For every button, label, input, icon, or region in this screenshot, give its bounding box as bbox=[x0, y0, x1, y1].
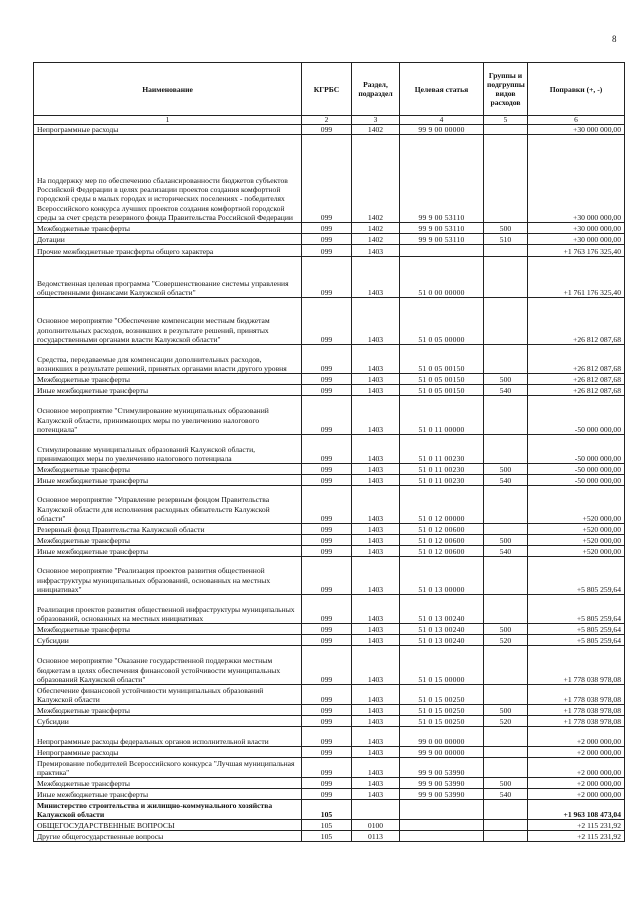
cell-section: 1403 bbox=[352, 524, 400, 535]
cell-kgrbs: 099 bbox=[302, 747, 352, 758]
cell-name: Основное мероприятие "Реализация проектов развития общественной инфраструктуры муниципальных образований, основанных на местных инициативах" bbox=[34, 557, 302, 595]
cell-group bbox=[484, 646, 528, 685]
cell-amount: +1 778 038 978,08 bbox=[528, 646, 625, 685]
cell-section: 1403 bbox=[352, 716, 400, 727]
cell-group: 500 bbox=[484, 535, 528, 546]
table-row bbox=[34, 747, 625, 758]
cell-section: 1403 bbox=[352, 396, 400, 435]
cell-amount: +1 763 176 325,40 bbox=[528, 245, 625, 257]
column-number: 3 bbox=[352, 116, 400, 125]
cell-target: 51 0 13 00000 bbox=[400, 557, 484, 595]
header-amount: Поправки (+, -) bbox=[528, 63, 625, 116]
cell-target: 51 0 13 00240 bbox=[400, 635, 484, 646]
column-number: 1 bbox=[34, 116, 302, 125]
cell-kgrbs: 099 bbox=[302, 778, 352, 789]
table-row bbox=[34, 778, 625, 789]
cell-name: Межбюджетные трансферты bbox=[34, 374, 302, 385]
column-number: 2 bbox=[302, 116, 352, 125]
cell-name: Межбюджетные трансферты bbox=[34, 464, 302, 475]
cell-group bbox=[484, 557, 528, 595]
cell-name: Непрограммные расходы bbox=[34, 125, 302, 135]
page-number: 8 bbox=[612, 34, 617, 44]
cell-amount: +5 805 259,64 bbox=[528, 557, 625, 595]
cell-group bbox=[484, 257, 528, 298]
cell-amount: +520 000,00 bbox=[528, 535, 625, 546]
cell-target: 51 0 05 00150 bbox=[400, 345, 484, 374]
header-section: Раздел, подраздел bbox=[352, 63, 400, 116]
cell-amount: +5 805 259,64 bbox=[528, 595, 625, 624]
cell-section: 1402 bbox=[352, 234, 400, 245]
cell-name: Прочие межбюджетные трансферты общего характера bbox=[34, 245, 302, 257]
table-body bbox=[34, 125, 625, 842]
cell-kgrbs: 099 bbox=[302, 257, 352, 298]
cell-name: На поддержку мер по обеспечению сбалансированности бюджетов субъектов Российской Федерации в целях реализации проектов создания комфортной городской среды в малых городах и исторических поселениях - победителях Всероссийского конкурса лучших проектов создания комфортной городской среды за счет средств резервного фонда Правительства Российской Федерации bbox=[34, 135, 302, 223]
column-number: 5 bbox=[484, 116, 528, 125]
table-row bbox=[34, 135, 625, 223]
cell-target: 99 9 00 53110 bbox=[400, 135, 484, 223]
cell-section: 1403 bbox=[352, 374, 400, 385]
cell-target: 51 0 15 00250 bbox=[400, 705, 484, 716]
cell-kgrbs: 105 bbox=[302, 800, 352, 820]
header-kgrbs: КГРБС bbox=[302, 63, 352, 116]
cell-group bbox=[484, 125, 528, 135]
table-row bbox=[34, 820, 625, 831]
cell-target: 51 0 11 00230 bbox=[400, 464, 484, 475]
cell-amount: +30 000 000,00 bbox=[528, 223, 625, 234]
cell-amount: +2 000 000,00 bbox=[528, 747, 625, 758]
table-row bbox=[34, 223, 625, 234]
cell-target: 51 0 00 00000 bbox=[400, 257, 484, 298]
cell-target: 51 0 12 00600 bbox=[400, 535, 484, 546]
cell-name: Средства, передаваемые для компенсации дополнительных расходов, возникших в результате решений, принятых органами власти другого уровня bbox=[34, 345, 302, 374]
table-row bbox=[34, 257, 625, 298]
cell-group: 500 bbox=[484, 223, 528, 234]
table-row bbox=[34, 396, 625, 435]
table-row bbox=[34, 758, 625, 778]
cell-section: 1402 bbox=[352, 125, 400, 135]
cell-name: Межбюджетные трансферты bbox=[34, 535, 302, 546]
cell-name: Субсидии bbox=[34, 635, 302, 646]
cell-group: 500 bbox=[484, 464, 528, 475]
cell-target: 51 0 11 00230 bbox=[400, 435, 484, 464]
cell-section: 0113 bbox=[352, 831, 400, 842]
cell-target bbox=[400, 800, 484, 820]
cell-section: 1403 bbox=[352, 535, 400, 546]
cell-group bbox=[484, 727, 528, 747]
cell-group: 500 bbox=[484, 624, 528, 635]
table-row bbox=[34, 831, 625, 842]
cell-section: 1403 bbox=[352, 345, 400, 374]
cell-group bbox=[484, 685, 528, 705]
cell-amount: -50 000 000,00 bbox=[528, 435, 625, 464]
cell-section: 1403 bbox=[352, 778, 400, 789]
cell-section: 1403 bbox=[352, 685, 400, 705]
cell-group: 540 bbox=[484, 385, 528, 396]
cell-target: 51 0 12 00000 bbox=[400, 486, 484, 524]
cell-target: 51 0 11 00230 bbox=[400, 475, 484, 486]
table-row bbox=[34, 234, 625, 245]
cell-target: 99 9 00 00000 bbox=[400, 747, 484, 758]
cell-kgrbs: 099 bbox=[302, 535, 352, 546]
table-row bbox=[34, 546, 625, 557]
cell-kgrbs: 099 bbox=[302, 685, 352, 705]
cell-group: 520 bbox=[484, 635, 528, 646]
cell-name: Министерство строительства и жилищно-коммунального хозяйства Калужской области bbox=[34, 800, 302, 820]
cell-amount: +1 778 038 978,08 bbox=[528, 705, 625, 716]
cell-section: 1403 bbox=[352, 624, 400, 635]
cell-section: 1403 bbox=[352, 257, 400, 298]
cell-amount: +2 115 231,92 bbox=[528, 831, 625, 842]
cell-name: ОБЩЕГОСУДАРСТВЕННЫЕ ВОПРОСЫ bbox=[34, 820, 302, 831]
cell-group: 540 bbox=[484, 546, 528, 557]
cell-target: 99 9 00 53110 bbox=[400, 223, 484, 234]
cell-name: Межбюджетные трансферты bbox=[34, 223, 302, 234]
cell-section: 1403 bbox=[352, 464, 400, 475]
cell-group bbox=[484, 245, 528, 257]
cell-kgrbs: 099 bbox=[302, 624, 352, 635]
table-row bbox=[34, 685, 625, 705]
cell-group: 510 bbox=[484, 234, 528, 245]
cell-kgrbs: 099 bbox=[302, 595, 352, 624]
cell-kgrbs: 099 bbox=[302, 705, 352, 716]
cell-kgrbs: 099 bbox=[302, 464, 352, 475]
cell-amount: +5 805 259,64 bbox=[528, 624, 625, 635]
cell-amount: +30 000 000,00 bbox=[528, 125, 625, 135]
column-number: 4 bbox=[400, 116, 484, 125]
cell-group bbox=[484, 820, 528, 831]
cell-group bbox=[484, 831, 528, 842]
cell-target: 99 9 00 00000 bbox=[400, 125, 484, 135]
table-row bbox=[34, 298, 625, 345]
cell-amount: +2 115 231,92 bbox=[528, 820, 625, 831]
cell-group bbox=[484, 747, 528, 758]
cell-group: 500 bbox=[484, 705, 528, 716]
cell-group bbox=[484, 595, 528, 624]
cell-name: Основное мероприятие "Обеспечение компенсации местным бюджетам дополнительных расходов, возникших в результате решений, принятых государственными органами власти Калужской области" bbox=[34, 298, 302, 345]
table-row bbox=[34, 524, 625, 535]
cell-target: 99 9 00 53990 bbox=[400, 789, 484, 800]
cell-name: Иные межбюджетные трансферты bbox=[34, 546, 302, 557]
cell-kgrbs: 099 bbox=[302, 646, 352, 685]
table-row bbox=[34, 635, 625, 646]
table-row bbox=[34, 125, 625, 135]
cell-group: 520 bbox=[484, 716, 528, 727]
cell-kgrbs: 099 bbox=[302, 345, 352, 374]
cell-amount: +1 761 176 325,40 bbox=[528, 257, 625, 298]
cell-target: 99 9 00 53990 bbox=[400, 758, 484, 778]
cell-amount: +1 778 038 978,08 bbox=[528, 685, 625, 705]
cell-group bbox=[484, 435, 528, 464]
cell-section: 1403 bbox=[352, 705, 400, 716]
cell-target: 51 0 12 00600 bbox=[400, 524, 484, 535]
cell-group: 540 bbox=[484, 789, 528, 800]
cell-kgrbs: 099 bbox=[302, 298, 352, 345]
cell-target bbox=[400, 820, 484, 831]
cell-target: 51 0 15 00000 bbox=[400, 646, 484, 685]
cell-group bbox=[484, 800, 528, 820]
cell-amount: -50 000 000,00 bbox=[528, 396, 625, 435]
cell-section: 1402 bbox=[352, 223, 400, 234]
cell-kgrbs: 099 bbox=[302, 125, 352, 135]
cell-name: Основное мероприятие "Стимулирование муниципальных образований Калужской области, принимающих меры по увеличению налогового потенциала" bbox=[34, 396, 302, 435]
table-row bbox=[34, 435, 625, 464]
cell-section: 1403 bbox=[352, 245, 400, 257]
cell-amount: +26 812 087,68 bbox=[528, 374, 625, 385]
table-row bbox=[34, 486, 625, 524]
cell-kgrbs: 099 bbox=[302, 546, 352, 557]
cell-section: 1403 bbox=[352, 727, 400, 747]
cell-kgrbs: 105 bbox=[302, 831, 352, 842]
cell-name: Иные межбюджетные трансферты bbox=[34, 789, 302, 800]
cell-target: 51 0 05 00000 bbox=[400, 298, 484, 345]
header-name: Наименование bbox=[34, 63, 302, 116]
cell-section bbox=[352, 800, 400, 820]
table-row bbox=[34, 557, 625, 595]
cell-group bbox=[484, 524, 528, 535]
cell-name: Субсидии bbox=[34, 716, 302, 727]
table-row bbox=[34, 374, 625, 385]
cell-section: 1402 bbox=[352, 135, 400, 223]
cell-target: 51 0 13 00240 bbox=[400, 624, 484, 635]
cell-amount: +26 812 087,68 bbox=[528, 385, 625, 396]
cell-amount: +520 000,00 bbox=[528, 486, 625, 524]
cell-target bbox=[400, 245, 484, 257]
cell-group: 500 bbox=[484, 374, 528, 385]
cell-name: Межбюджетные трансферты bbox=[34, 705, 302, 716]
table-row bbox=[34, 535, 625, 546]
cell-kgrbs: 099 bbox=[302, 234, 352, 245]
cell-amount: +5 805 259,64 bbox=[528, 635, 625, 646]
cell-name: Межбюджетные трансферты bbox=[34, 624, 302, 635]
cell-target: 51 0 11 00000 bbox=[400, 396, 484, 435]
column-number: 6 bbox=[528, 116, 625, 125]
cell-section: 1403 bbox=[352, 298, 400, 345]
cell-name: Межбюджетные трансферты bbox=[34, 778, 302, 789]
cell-section: 1403 bbox=[352, 635, 400, 646]
cell-name: Стимулирование муниципальных образований Калужской области, принимающих меры по увеличению налогового потенциала bbox=[34, 435, 302, 464]
cell-kgrbs: 099 bbox=[302, 135, 352, 223]
cell-group bbox=[484, 345, 528, 374]
cell-target: 51 0 13 00240 bbox=[400, 595, 484, 624]
cell-name: Непрограммные расходы федеральных органов исполнительной власти bbox=[34, 727, 302, 747]
cell-section: 1403 bbox=[352, 557, 400, 595]
cell-group: 500 bbox=[484, 778, 528, 789]
cell-group bbox=[484, 758, 528, 778]
cell-amount: +1 963 108 473,04 bbox=[528, 800, 625, 820]
table-row bbox=[34, 705, 625, 716]
cell-kgrbs: 099 bbox=[302, 486, 352, 524]
cell-kgrbs: 099 bbox=[302, 716, 352, 727]
cell-kgrbs: 099 bbox=[302, 635, 352, 646]
cell-group bbox=[484, 396, 528, 435]
table-row bbox=[34, 464, 625, 475]
cell-amount: +26 812 087,68 bbox=[528, 345, 625, 374]
cell-name: Основное мероприятие "Управление резервным фондом Правительства Калужской области для исполнения расходных обязательств Калужской области" bbox=[34, 486, 302, 524]
cell-amount: +26 812 087,68 bbox=[528, 298, 625, 345]
cell-section: 1403 bbox=[352, 475, 400, 486]
column-number-row bbox=[34, 116, 625, 125]
cell-kgrbs: 099 bbox=[302, 223, 352, 234]
cell-name: Ведомственная целевая программа "Совершенствование системы управления общественными финансами Калужской области" bbox=[34, 257, 302, 298]
cell-amount: -50 000 000,00 bbox=[528, 475, 625, 486]
cell-name: Резервный фонд Правительства Калужской области bbox=[34, 524, 302, 535]
cell-amount: +1 778 038 978,08 bbox=[528, 716, 625, 727]
cell-target: 51 0 15 00250 bbox=[400, 685, 484, 705]
table-row bbox=[34, 716, 625, 727]
cell-name: Обеспечение финансовой устойчивости муниципальных образований Калужской области bbox=[34, 685, 302, 705]
cell-target: 51 0 15 00250 bbox=[400, 716, 484, 727]
cell-section: 1403 bbox=[352, 758, 400, 778]
cell-group bbox=[484, 298, 528, 345]
cell-kgrbs: 099 bbox=[302, 385, 352, 396]
cell-target: 51 0 12 00600 bbox=[400, 546, 484, 557]
header-groups: Группы и подгруппы видов расходов bbox=[484, 63, 528, 116]
cell-kgrbs: 105 bbox=[302, 820, 352, 831]
cell-target: 99 9 00 53990 bbox=[400, 778, 484, 789]
cell-name: Другие общегосударственные вопросы bbox=[34, 831, 302, 842]
header-target: Целевая статья bbox=[400, 63, 484, 116]
cell-kgrbs: 099 bbox=[302, 245, 352, 257]
table-row bbox=[34, 624, 625, 635]
cell-group: 540 bbox=[484, 475, 528, 486]
cell-section: 1403 bbox=[352, 595, 400, 624]
table-row bbox=[34, 245, 625, 257]
cell-section: 1403 bbox=[352, 385, 400, 396]
table-row bbox=[34, 789, 625, 800]
cell-group bbox=[484, 486, 528, 524]
cell-group bbox=[484, 135, 528, 223]
cell-section: 1403 bbox=[352, 747, 400, 758]
cell-target: 51 0 05 00150 bbox=[400, 385, 484, 396]
cell-amount: +2 000 000,00 bbox=[528, 778, 625, 789]
cell-section: 1403 bbox=[352, 435, 400, 464]
table-row bbox=[34, 727, 625, 747]
cell-kgrbs: 099 bbox=[302, 758, 352, 778]
cell-name: Иные межбюджетные трансферты bbox=[34, 475, 302, 486]
cell-amount: +30 000 000,00 bbox=[528, 234, 625, 245]
cell-amount: -50 000 000,00 bbox=[528, 464, 625, 475]
cell-target bbox=[400, 831, 484, 842]
cell-name: Премирование победителей Всероссийского конкурса "Лучшая муниципальная практика" bbox=[34, 758, 302, 778]
cell-kgrbs: 099 bbox=[302, 524, 352, 535]
cell-kgrbs: 099 bbox=[302, 789, 352, 800]
cell-amount: +520 000,00 bbox=[528, 524, 625, 535]
cell-kgrbs: 099 bbox=[302, 557, 352, 595]
cell-name: Непрограммные расходы bbox=[34, 747, 302, 758]
table-row bbox=[34, 345, 625, 374]
cell-name: Дотации bbox=[34, 234, 302, 245]
cell-amount: +520 000,00 bbox=[528, 546, 625, 557]
cell-amount: +2 000 000,00 bbox=[528, 727, 625, 747]
table-row bbox=[34, 385, 625, 396]
cell-section: 1403 bbox=[352, 486, 400, 524]
cell-amount: +2 000 000,00 bbox=[528, 789, 625, 800]
cell-target: 99 0 00 00000 bbox=[400, 727, 484, 747]
cell-kgrbs: 099 bbox=[302, 396, 352, 435]
cell-target: 51 0 05 00150 bbox=[400, 374, 484, 385]
budget-amendments-table bbox=[33, 62, 625, 842]
cell-kgrbs: 099 bbox=[302, 435, 352, 464]
table-row bbox=[34, 595, 625, 624]
cell-name: Иные межбюджетные трансферты bbox=[34, 385, 302, 396]
cell-amount: +30 000 000,00 bbox=[528, 135, 625, 223]
cell-target: 99 9 00 53110 bbox=[400, 234, 484, 245]
cell-kgrbs: 099 bbox=[302, 727, 352, 747]
cell-kgrbs: 099 bbox=[302, 475, 352, 486]
table-row bbox=[34, 800, 625, 820]
cell-amount: +2 000 000,00 bbox=[528, 758, 625, 778]
cell-section: 1403 bbox=[352, 789, 400, 800]
table-row bbox=[34, 646, 625, 685]
cell-section: 1403 bbox=[352, 646, 400, 685]
cell-section: 0100 bbox=[352, 820, 400, 831]
cell-name: Основное мероприятие "Оказание государственной поддержки местным бюджетам в целях обеспечения финансовой устойчивости муниципальных образований Калужской области" bbox=[34, 646, 302, 685]
cell-name: Реализация проектов развития общественной инфраструктуры муниципальных образований, основанных на местных инициативах bbox=[34, 595, 302, 624]
table-header-row bbox=[34, 63, 625, 116]
cell-section: 1403 bbox=[352, 546, 400, 557]
table-row bbox=[34, 475, 625, 486]
cell-kgrbs: 099 bbox=[302, 374, 352, 385]
